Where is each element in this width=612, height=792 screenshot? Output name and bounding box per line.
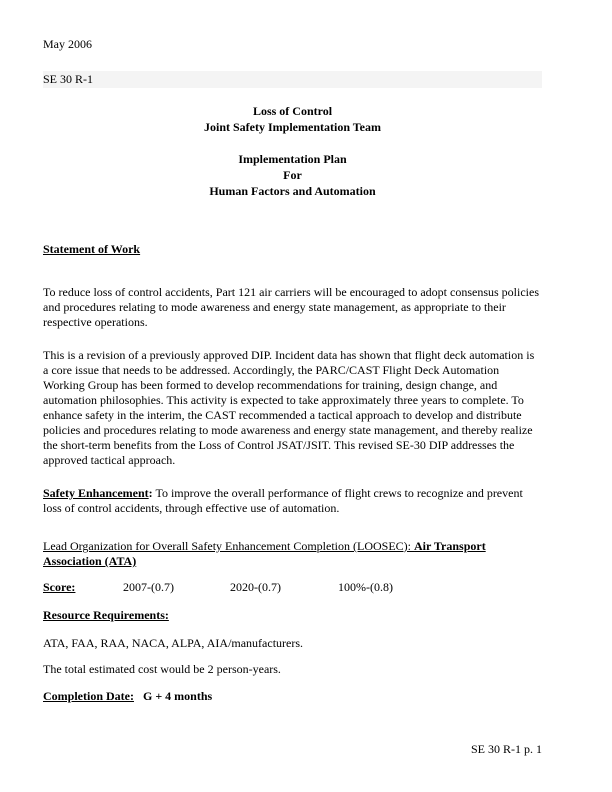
title-line-plan-1: Implementation Plan [238,152,347,166]
doc-id-band [43,71,542,88]
score-value-2020: 2020-(0.7) [230,580,281,594]
safety-enhancement-line [43,486,542,516]
lead-organization-line [43,539,542,569]
score-value-2007: 2007-(0.7) [123,580,174,594]
resource-cost: The total estimated cost would be 2 person-years. [43,662,281,676]
title-line-team-2: Joint Safety Implementation Team [204,120,381,134]
doc-id: SE 30 R-1 [43,72,94,86]
safety-enhancement-text: To improve the overall performance of flight crews to recognize and prevent loss of control accidents, through effective use of automation. [43,486,523,515]
title-line-plan-3: Human Factors and Automation [209,184,376,198]
statement-of-work-paragraph-2: This is a revision of a previously approved DIP. Incident data has shown that flight deck automation is a core issue that needs to be addressed. Accordingly, the PARC/CAST Flight Deck Automation Working Group has been formed to develop recommendations for training, design change, and automation philosophies. This activity is expected to take approximately three years to complete. To enhance safety in the interim, the CAST recommended a tactical approach to develop and distribute policies and procedures relating to mode awareness and energy state management, and thereby realize the short-term benefits from the Loss of Control JSAT/JSIT. This revised SE-30 DIP addresses the approved tactical approach. [43,348,535,467]
safety-enhancement-label: Safety Enhancement [43,486,149,500]
completion-date-label: Completion Date: [43,689,134,703]
completion-date-value: G + 4 months [142,689,213,703]
title-line-plan-2: For [283,168,302,182]
completion-date-line [43,689,542,704]
document-date: May 2006 [43,37,92,51]
title-line-team-1: Loss of Control [252,104,333,118]
score-label: Score: [43,580,76,594]
score-value-100pct: 100%-(0.8) [338,580,393,594]
statement-of-work-heading: Statement of Work [43,242,141,256]
resource-organizations: ATA, FAA, RAA, NACA, ALPA, AIA/manufacturers. [43,636,304,650]
statement-of-work-paragraph-1: To reduce loss of control accidents, Part 121 air carriers will be encouraged to adopt consensus policies and procedures relating to mode awareness and energy state management, as appropriate to their respective operations. [43,285,540,329]
title-spacer [43,135,542,151]
safety-enhancement-colon: : [148,486,153,500]
lead-organization-label: Lead Organization for Overall Safety Enhancement Completion (LOOSEC): [43,539,415,553]
title-block [43,103,542,199]
score-row [43,580,542,595]
resource-requirements-heading: Resource Requirements: [43,608,169,622]
lead-organization-value: Air Transport Association (ATA) [43,539,486,568]
page-footer: SE 30 R-1 p. 1 [470,742,542,756]
